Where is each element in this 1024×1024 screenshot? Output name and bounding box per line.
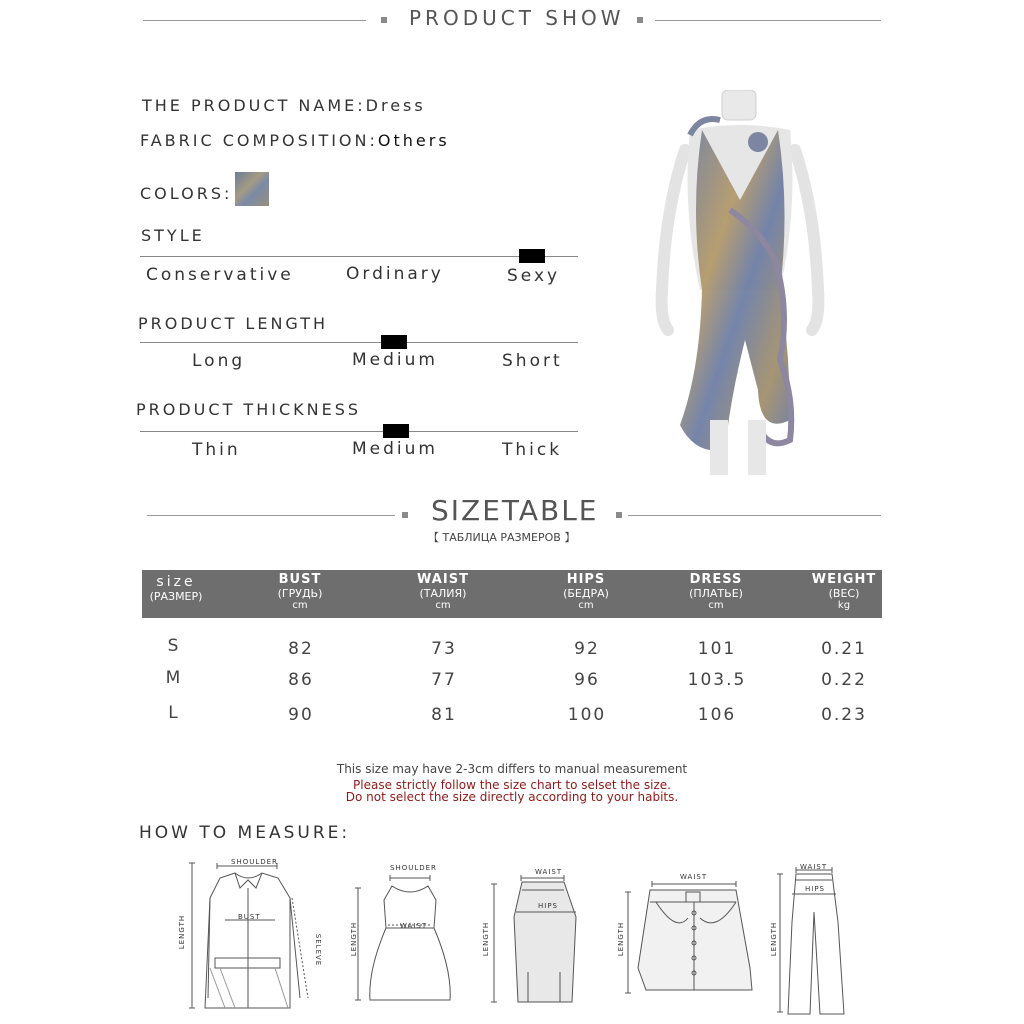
label-sleeve: SELEVE <box>314 933 323 967</box>
table-cell: 96 <box>574 670 600 690</box>
label-hips-skirt: HIPS <box>538 902 558 910</box>
style-scale-line <box>140 256 578 257</box>
style-label: STYLE <box>141 226 205 245</box>
thickness-option-medium: Medium <box>352 439 438 459</box>
table-cell: 81 <box>431 705 457 725</box>
sizetable-subtitle: 【 ТАБЛИЦА РАЗМЕРОВ 】 <box>428 531 576 544</box>
label-waist-shorts: WAIST <box>680 873 708 881</box>
col-header-waist: WAIST (ТАЛИЯ) cm <box>417 572 469 611</box>
col-header-hips: HIPS (БЕДРА) cm <box>563 572 609 611</box>
header-bullet-right <box>637 17 643 23</box>
label-waist-dress: WAIST <box>400 922 428 930</box>
header-bullet-left <box>381 17 387 23</box>
skirt-diagram <box>484 872 594 1012</box>
thickness-label: PRODUCT THICKNESS <box>136 400 361 419</box>
length-option-short: Short <box>502 351 563 371</box>
label-waist-skirt: WAIST <box>535 868 563 876</box>
table-cell: M <box>165 668 183 688</box>
thickness-scale-line <box>140 431 578 432</box>
size-table-header <box>142 570 882 618</box>
fabric-composition <box>140 131 450 150</box>
fabric-label: FABRIC COMPOSITION: <box>140 131 378 150</box>
table-cell: 82 <box>288 639 314 659</box>
col-header-size: size (РАЗМЕР) <box>149 574 203 603</box>
label-length-2: LENGTH <box>350 921 359 957</box>
label-length-4: LENGTH <box>617 921 626 957</box>
style-option-sexy: Sexy <box>507 266 561 286</box>
header-rule-left <box>143 20 366 21</box>
label-length-3: LENGTH <box>482 921 491 957</box>
colors-label: COLORS: <box>140 184 233 203</box>
sizetable-title: SIZETABLE <box>431 494 599 527</box>
label-hips-pants: HIPS <box>805 885 825 893</box>
length-scale-line <box>140 342 578 343</box>
sizetable-rule-right <box>628 515 881 516</box>
jacket-diagram <box>180 858 330 1018</box>
label-bust: BUST <box>238 913 261 921</box>
table-cell: 90 <box>288 705 314 725</box>
shorts-diagram <box>616 878 756 1008</box>
color-swatch[interactable] <box>235 172 269 206</box>
table-cell: S <box>167 636 181 656</box>
product-name-value: Dress <box>365 96 426 115</box>
product-name-label: THE PRODUCT NAME: <box>142 96 366 115</box>
sizetable-bullet-right <box>616 512 622 518</box>
thickness-marker <box>383 424 409 438</box>
thickness-option-thick: Thick <box>502 440 563 460</box>
dress-diagram <box>350 870 470 1020</box>
length-option-long: Long <box>192 351 246 371</box>
table-cell: 100 <box>567 705 607 725</box>
table-cell: 103.5 <box>687 670 747 690</box>
table-cell: 0.23 <box>821 705 867 725</box>
style-option-ordinary: Ordinary <box>346 264 444 284</box>
note-warning-2: Do not select the size directly according to your habits. <box>345 790 679 804</box>
note-warning-1: Please strictly follow the size chart to selset the size. <box>353 778 671 792</box>
label-length-1: LENGTH <box>178 914 187 950</box>
col-header-bust: BUST (ГРУДЬ) cm <box>277 572 323 611</box>
table-cell: 101 <box>697 639 737 659</box>
label-shoulder: SHOULDER <box>231 858 278 866</box>
style-option-conservative: Conservative <box>146 265 294 285</box>
product-photo <box>640 90 840 480</box>
col-header-weight: WEIGHT (ВЕС) kg <box>811 572 877 611</box>
fabric-value: Others <box>377 131 450 150</box>
label-length-5: LENGTH <box>770 921 779 957</box>
sizetable-rule-left <box>147 515 395 516</box>
table-cell: 73 <box>431 639 457 659</box>
length-option-medium: Medium <box>352 350 438 370</box>
table-cell: 0.22 <box>821 670 867 690</box>
table-cell: 106 <box>697 705 737 725</box>
table-cell: 0.21 <box>821 639 867 659</box>
label-shoulder-dress: SHOULDER <box>390 864 437 872</box>
page-title: PRODUCT SHOW <box>409 6 625 30</box>
length-marker <box>381 335 407 349</box>
table-cell: 77 <box>431 670 457 690</box>
note-measurement: This size may have 2-3cm differs to manual measurement <box>336 762 688 776</box>
thickness-option-thin: Thin <box>192 440 241 460</box>
product-name <box>142 96 426 115</box>
table-cell: 92 <box>574 639 600 659</box>
label-waist-pants: WAIST <box>800 863 828 871</box>
style-marker <box>519 249 545 263</box>
header-rule-right <box>655 20 881 21</box>
length-label: PRODUCT LENGTH <box>138 314 329 333</box>
table-cell: 86 <box>288 670 314 690</box>
sizetable-bullet-left <box>402 512 408 518</box>
table-cell: L <box>168 703 180 723</box>
how-to-measure-title: HOW TO MEASURE: <box>139 823 351 843</box>
col-header-dress: DRESS (ПЛАТЬЕ) cm <box>689 572 743 611</box>
